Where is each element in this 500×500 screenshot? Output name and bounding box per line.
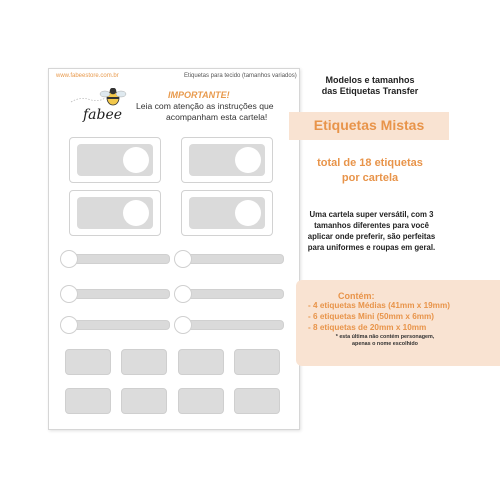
info-heading — [307, 75, 433, 97]
mix-title: Etiquetas Mistas — [313, 117, 425, 133]
contents-item: - 8 etiquetas de 20mm x 10mm — [308, 323, 427, 332]
svg-text:fabee: fabee — [83, 107, 123, 122]
small-label — [121, 388, 167, 414]
small-label — [121, 349, 167, 375]
contents-item: - 4 etiquetas Médias (41mm x 19mm) — [308, 301, 450, 310]
desc-line-2: tamanhos diferentes para você — [314, 221, 429, 230]
heading-line-2: das Etiquetas Transfer — [321, 86, 419, 96]
small-label — [234, 349, 280, 375]
warning-line-1: Leia com atenção as instruções que — [136, 101, 274, 111]
medium-label — [69, 190, 161, 236]
small-label — [234, 388, 280, 414]
small-label — [178, 349, 224, 375]
medium-label — [69, 137, 161, 183]
mini-label — [60, 316, 170, 332]
mini-label — [60, 250, 170, 266]
mini-label — [174, 250, 284, 266]
total-line-2: por cartela — [341, 172, 399, 184]
warning-title: IMPORTANTE! — [168, 90, 230, 100]
contents-title: Contém: — [338, 291, 375, 301]
sheet-title: Etiquetas para tecido (tamanhos variados) — [184, 73, 297, 79]
label-sheet — [48, 68, 300, 430]
medium-label — [181, 190, 273, 236]
contents-note — [320, 334, 450, 348]
heading-line-1: Modelos e tamanhos — [325, 75, 415, 85]
description — [299, 209, 444, 253]
mini-label — [174, 285, 284, 301]
small-label — [65, 349, 111, 375]
fabee-logo — [61, 88, 133, 122]
medium-label — [181, 137, 273, 183]
total-line-1: total de 18 etiquetas — [317, 157, 423, 169]
sheet-site-url: www.fabeestore.com.br — [56, 73, 119, 79]
note-line-2: apenas o nome escolhido — [352, 341, 418, 347]
mini-label — [60, 285, 170, 301]
small-label — [65, 388, 111, 414]
small-label — [178, 388, 224, 414]
contents-item: - 6 etiquetas Mini (50mm x 6mm) — [308, 312, 435, 321]
note-line-1: * esta última não contém personagem, — [335, 334, 435, 340]
desc-line-4: para uniformes e roupas em geral. — [307, 243, 436, 252]
desc-line-3: aplicar onde preferir, são perfeitas — [307, 232, 436, 241]
warning-line-2: acompanham esta cartela! — [166, 112, 268, 122]
desc-line-1: Uma cartela super versátil, com 3 — [309, 210, 434, 219]
mini-label — [174, 316, 284, 332]
total-count — [300, 156, 440, 186]
